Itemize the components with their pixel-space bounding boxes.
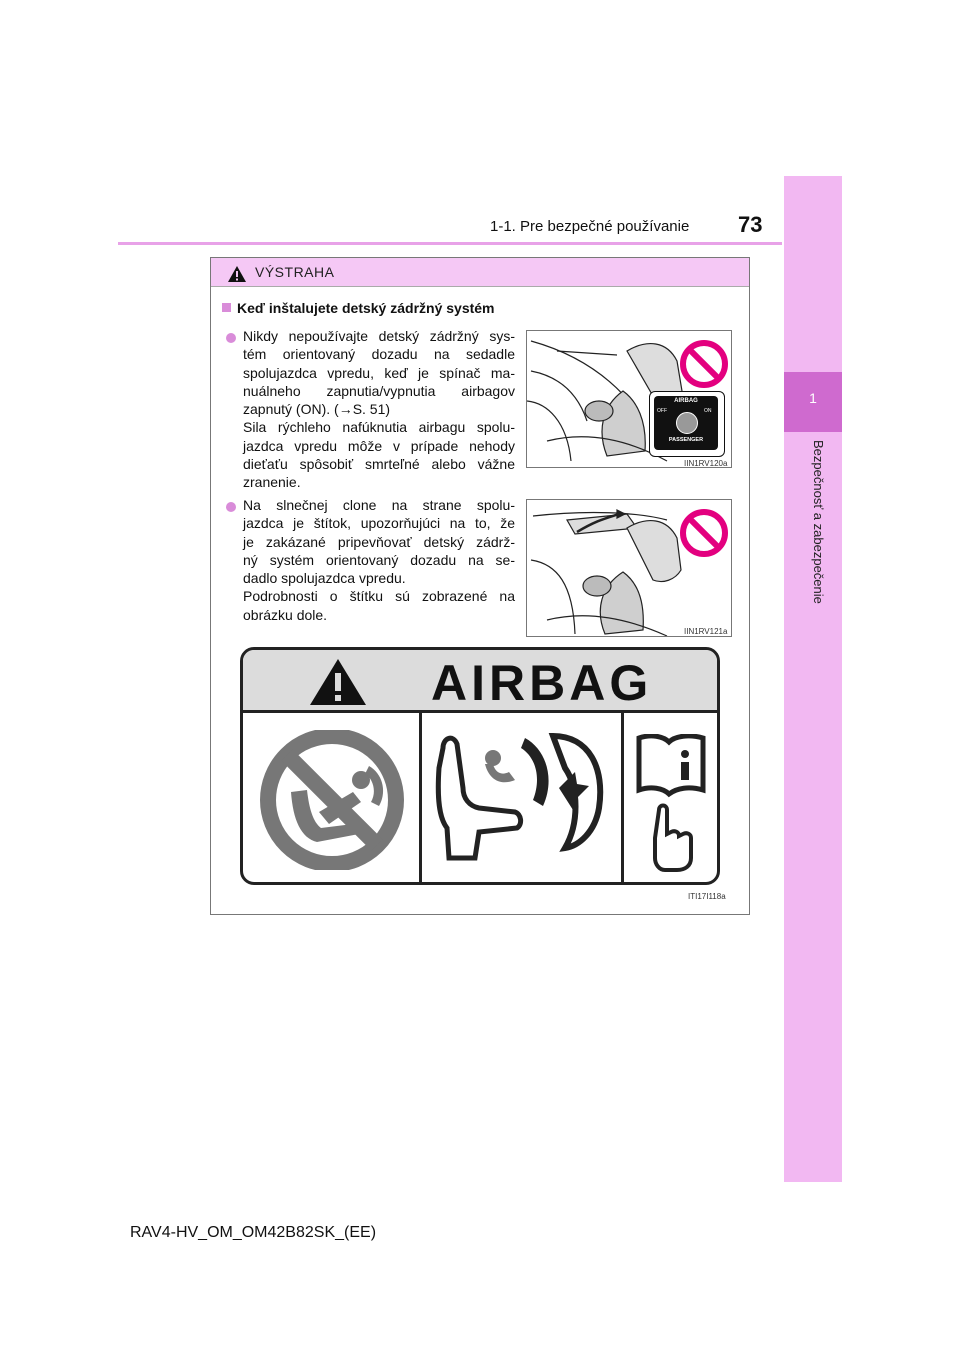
figure-sun-visor-label bbox=[526, 499, 732, 637]
text-line: Podrobnosti o štítku sú zobrazené na bbox=[243, 588, 515, 605]
text-line: Na slnečnej clone na strane spolu- bbox=[243, 497, 515, 513]
section-title: 1-1. Pre bezpečné používanie bbox=[490, 218, 690, 235]
chapter-number: 1 bbox=[809, 390, 817, 406]
label-divider bbox=[621, 713, 624, 885]
text-line: nuálneho zapnutia/vypnutia airbagov bbox=[243, 382, 515, 399]
warning-item-1-text bbox=[243, 327, 515, 492]
chapter-label: Bezpečnosť a zabezpečenie bbox=[811, 440, 826, 604]
no-rear-facing-child-seat-icon bbox=[257, 730, 407, 870]
bullet-icon bbox=[226, 333, 236, 343]
airbag-deploy-into-child-icon bbox=[429, 728, 615, 878]
text-line: Sila rýchleho nafúknutia airbagu spolu- bbox=[243, 419, 515, 436]
prohibition-icon bbox=[679, 339, 729, 389]
switch-knob-icon bbox=[676, 412, 698, 434]
text-line: Nikdy nepoužívajte detský zádržný sys- bbox=[243, 328, 515, 344]
read-manual-icon bbox=[635, 734, 707, 874]
text-line: je zakázané pripevňovať detský zádrž- bbox=[243, 533, 515, 550]
text-line: ný systém orientovaný dozadu na se- bbox=[243, 551, 515, 568]
square-bullet-icon bbox=[222, 303, 231, 312]
warning-subheading bbox=[222, 300, 495, 316]
figure-code: ITI17I118a bbox=[688, 892, 726, 901]
header-rule bbox=[118, 242, 782, 245]
text-line: jazdca je štítok, upozorňujúci na to, že bbox=[243, 515, 515, 532]
bullet-icon bbox=[226, 502, 236, 512]
warning-title: VÝSTRAHA bbox=[255, 264, 335, 280]
figure-code: IIN1RV121a bbox=[684, 627, 728, 636]
airbag-label-title: AIRBAG bbox=[431, 655, 653, 711]
text-line: zranenie. bbox=[243, 474, 301, 491]
text-line: jazdca vpredu môže v prípade nehody bbox=[243, 437, 515, 454]
warning-item-2-text bbox=[243, 496, 515, 624]
switch-airbag-label: AIRBAG bbox=[674, 398, 698, 404]
document-code: RAV4-HV_OM_OM42B82SK_(EE) bbox=[130, 1224, 377, 1241]
airbag-switch-panel bbox=[649, 391, 725, 457]
warning-triangle-icon bbox=[227, 265, 247, 283]
warning-triangle-icon bbox=[309, 658, 367, 706]
chapter-side-tab bbox=[784, 176, 842, 1182]
switch-on-label: ON bbox=[704, 408, 712, 414]
figure-child-seat-rear-facing bbox=[526, 330, 732, 468]
text-line: tém orientovaný dozadu na sedadle bbox=[243, 346, 515, 363]
switch-off-label: OFF bbox=[657, 408, 667, 414]
label-divider bbox=[419, 713, 422, 885]
airbag-warning-label-figure bbox=[240, 647, 720, 885]
chapter-number-tab bbox=[784, 372, 842, 432]
switch-passenger-label: PASSENGER bbox=[668, 437, 704, 443]
text-line: dadlo spolujazdca vpredu. bbox=[243, 570, 406, 587]
page-number: 73 bbox=[738, 212, 763, 237]
text-line: dieťaťu spôsobiť smrteľné alebo vážne bbox=[243, 456, 515, 473]
text-line: zapnutý (ON). (→S. 51) bbox=[243, 401, 391, 418]
text-line: obrázku dole. bbox=[243, 606, 328, 623]
airbag-switch-face bbox=[654, 396, 718, 450]
figure-code: IIN1RV120a bbox=[684, 459, 728, 468]
prohibition-icon bbox=[679, 508, 729, 558]
text-line: spolujazdca vpredu, keď je spínač ma- bbox=[243, 364, 515, 381]
warning-subheading-text: Keď inštalujete detský zádržný systém bbox=[237, 300, 495, 316]
